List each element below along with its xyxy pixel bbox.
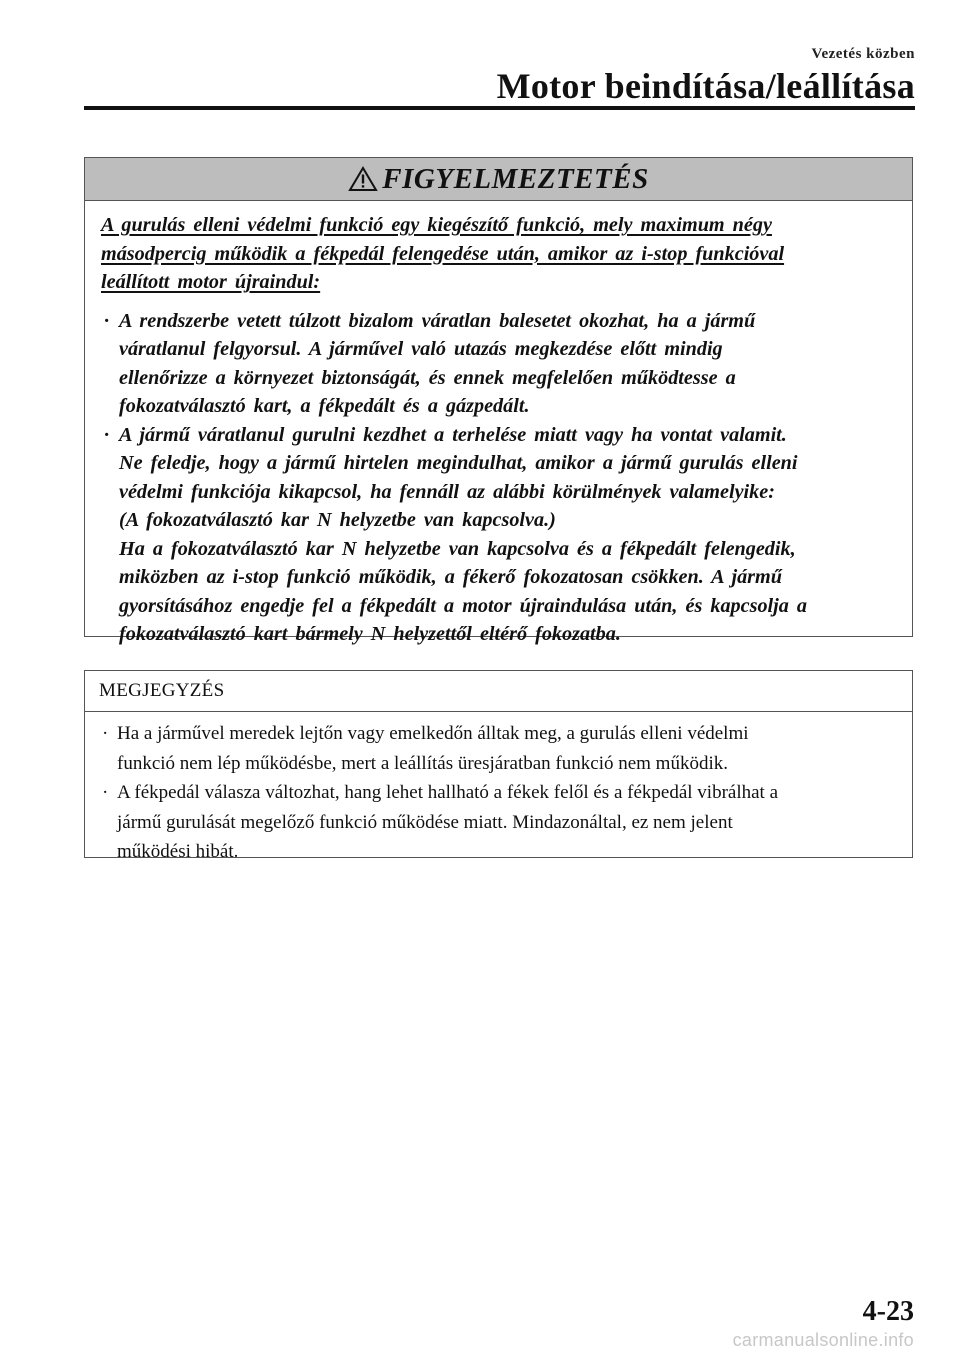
- text-line: leállított motor újraindul:: [101, 271, 321, 293]
- warning-body: [85, 201, 912, 649]
- text-line: másodpercig működik a fékpedál felengedése után, amikor az i-stop funkcióval: [101, 242, 785, 265]
- text-line: A fékpedál válasza változhat, hang lehet hallható a fékek felől és a fékpedál vibrálhat a: [117, 782, 779, 803]
- text-line: A rendszerbe vetett túlzott bizalom váratlan balesetet okozhat, ha a jármű: [119, 309, 756, 332]
- warning-title: FIGYELMEZTETÉS: [382, 162, 649, 195]
- page-number: 4-23: [862, 1296, 914, 1327]
- text-line: Ne feledje, hogy a jármű hirtelen megindulhat, amikor a jármű gurulás elleni: [119, 452, 798, 474]
- warning-box: [84, 157, 913, 645]
- text-line: miközben az i-stop funkció működik, a fékerő fokozatosan csökken. A jármű: [119, 566, 782, 588]
- text-line: működési hibát.: [117, 841, 239, 862]
- text-line: védelmi funkciója kikapcsol, ha fennáll az alábbi körülmények valamelyike:: [119, 480, 775, 503]
- note-list: [99, 719, 900, 867]
- warning-triangle-icon: [348, 166, 378, 192]
- list-item: [101, 421, 896, 649]
- note-body: [85, 712, 912, 867]
- text-line: gyorsításához engedje fel a fékpedált a motor újraindulása után, és kapcsolja a: [119, 594, 807, 617]
- warning-list: [101, 307, 896, 649]
- text-line: jármű gurulását megelőző funkció működése miatt. Mindazonáltal, ez nem jelent: [117, 811, 733, 833]
- text-line: fokozatválasztó kart bármely N helyzettől eltérő fokozatba.: [119, 623, 621, 645]
- text-line: A gurulás elleni védelmi funkció egy kiegészítő funkció, mely maximum négy: [101, 214, 772, 236]
- text-line: fokozatválasztó kart, a fékpedált és a gázpedált.: [119, 395, 530, 417]
- text-line: ellenőrizze a környezet biztonságát, és ennek megfelelően működtesse a: [119, 366, 736, 389]
- page-title: Motor beindítása/leállítása: [496, 66, 915, 106]
- text-line: Ha a fokozatválasztó kar N helyzetbe van kapcsolva és a fékpedált felengedik,: [119, 537, 796, 560]
- list-item: [99, 778, 900, 867]
- bullet-mark: ·: [104, 423, 110, 446]
- note-box: [84, 670, 913, 862]
- note-title: MEGJEGYZÉS: [85, 671, 912, 712]
- bullet-mark: ·: [104, 309, 110, 332]
- text-line: váratlanul felgyorsul. A járművel való utazás megkezdése előtt mindig: [119, 338, 723, 360]
- text-line: funkció nem lép működésbe, mert a leállítás üresjáratban funkció nem működik.: [117, 752, 728, 774]
- page-header: [497, 46, 915, 107]
- text-line: (A fokozatválasztó kar N helyzetbe van kapcsolva.): [119, 509, 556, 531]
- warning-intro: [101, 211, 896, 297]
- section-name: Vezetés közben: [811, 46, 915, 62]
- list-item: [101, 307, 896, 421]
- warning-header: [85, 158, 912, 201]
- bullet-mark: ·: [102, 782, 109, 803]
- text-line: A jármű váratlanul gurulni kezdhet a terhelése miatt vagy ha vontat valamit.: [119, 423, 787, 446]
- list-item: [99, 719, 900, 778]
- watermark: carmanualsonline.info: [732, 1330, 914, 1350]
- text-line: Ha a járművel meredek lejtőn vagy emelkedőn álltak meg, a gurulás elleni védelmi: [117, 723, 749, 744]
- bullet-mark: ·: [102, 723, 109, 744]
- header-rule: [84, 106, 915, 110]
